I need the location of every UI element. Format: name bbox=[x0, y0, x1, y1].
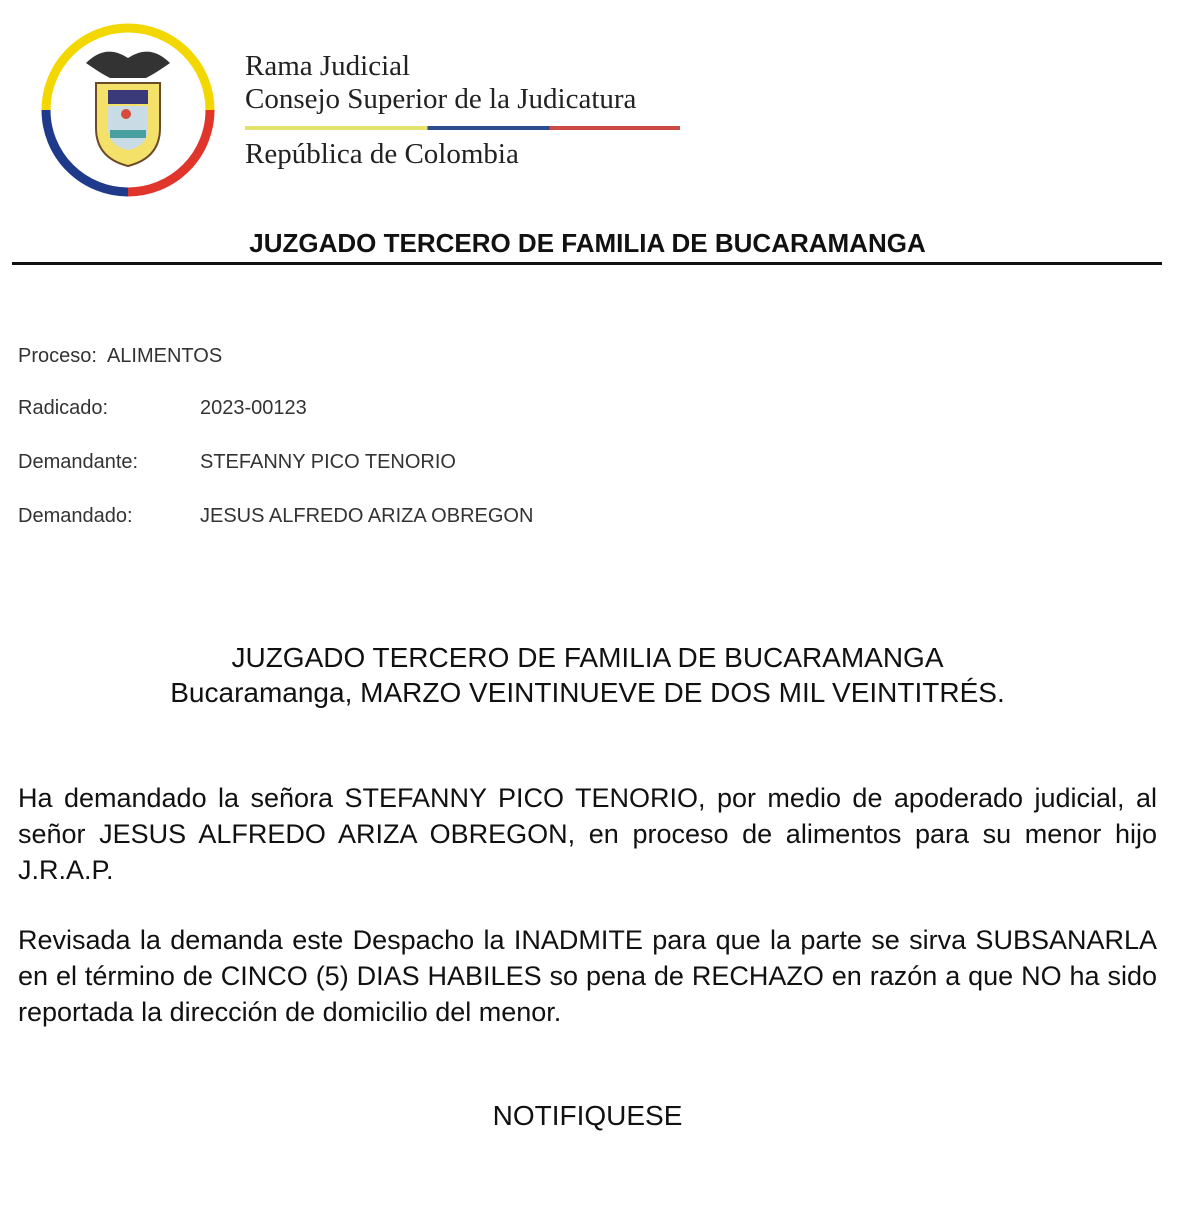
meta-value: STEFANNY PICO TENORIO bbox=[200, 451, 456, 473]
tricolor-divider bbox=[245, 126, 680, 130]
order-heading bbox=[0, 640, 1175, 710]
header-rule bbox=[12, 262, 1162, 265]
rama-judicial-seal-logo bbox=[36, 18, 220, 202]
meta-label: Demandado: bbox=[18, 505, 133, 527]
meta-value: 2023-00123 bbox=[200, 397, 307, 419]
meta-demandado bbox=[18, 505, 534, 528]
court-title: JUZGADO TERCERO DE FAMILIA DE BUCARAMANGA bbox=[249, 228, 926, 258]
meta-value: ALIMENTOS bbox=[106, 345, 223, 367]
brand-line-republica: República de Colombia bbox=[245, 138, 519, 170]
closing-notifiquese: NOTIFIQUESE bbox=[492, 1100, 683, 1131]
brand-line-consejo: Consejo Superior de la Judicatura bbox=[245, 83, 637, 115]
meta-radicado bbox=[18, 397, 307, 420]
paragraph-inadmission: Revisada la demanda este Despacho la INADMITE para que la parte se sirva SUBSANARLA en el término de CINCO (5) DIAS HABILES so pena de RECHAZO en razón a que NO ha sido reportada la dirección de domicilio del menor. bbox=[18, 925, 1157, 1027]
meta-value: JESUS ALFREDO ARIZA OBREGON bbox=[200, 505, 534, 527]
meta-label: Demandante: bbox=[18, 451, 139, 473]
order-heading-date: Bucaramanga, MARZO VEINTINUEVE DE DOS MIL VEINTITRÉS. bbox=[170, 677, 1005, 708]
brand-line-rama-judicial: Rama Judicial bbox=[245, 50, 411, 82]
meta-demandante bbox=[18, 451, 456, 474]
meta-label: Radicado: bbox=[18, 397, 109, 419]
meta-label: Proceso: bbox=[18, 345, 97, 367]
paragraph-demand: Ha demandado la señora STEFANNY PICO TENORIO, por medio de apoderado judicial, al señor JESUS ALFREDO ARIZA OBREGON, en proceso de alimentos para su menor hijo J.R.A.P. bbox=[18, 783, 1157, 885]
institution-brand bbox=[245, 50, 680, 171]
order-heading-court: JUZGADO TERCERO DE FAMILIA DE BUCARAMANGA bbox=[231, 642, 944, 673]
meta-proceso bbox=[18, 345, 222, 368]
